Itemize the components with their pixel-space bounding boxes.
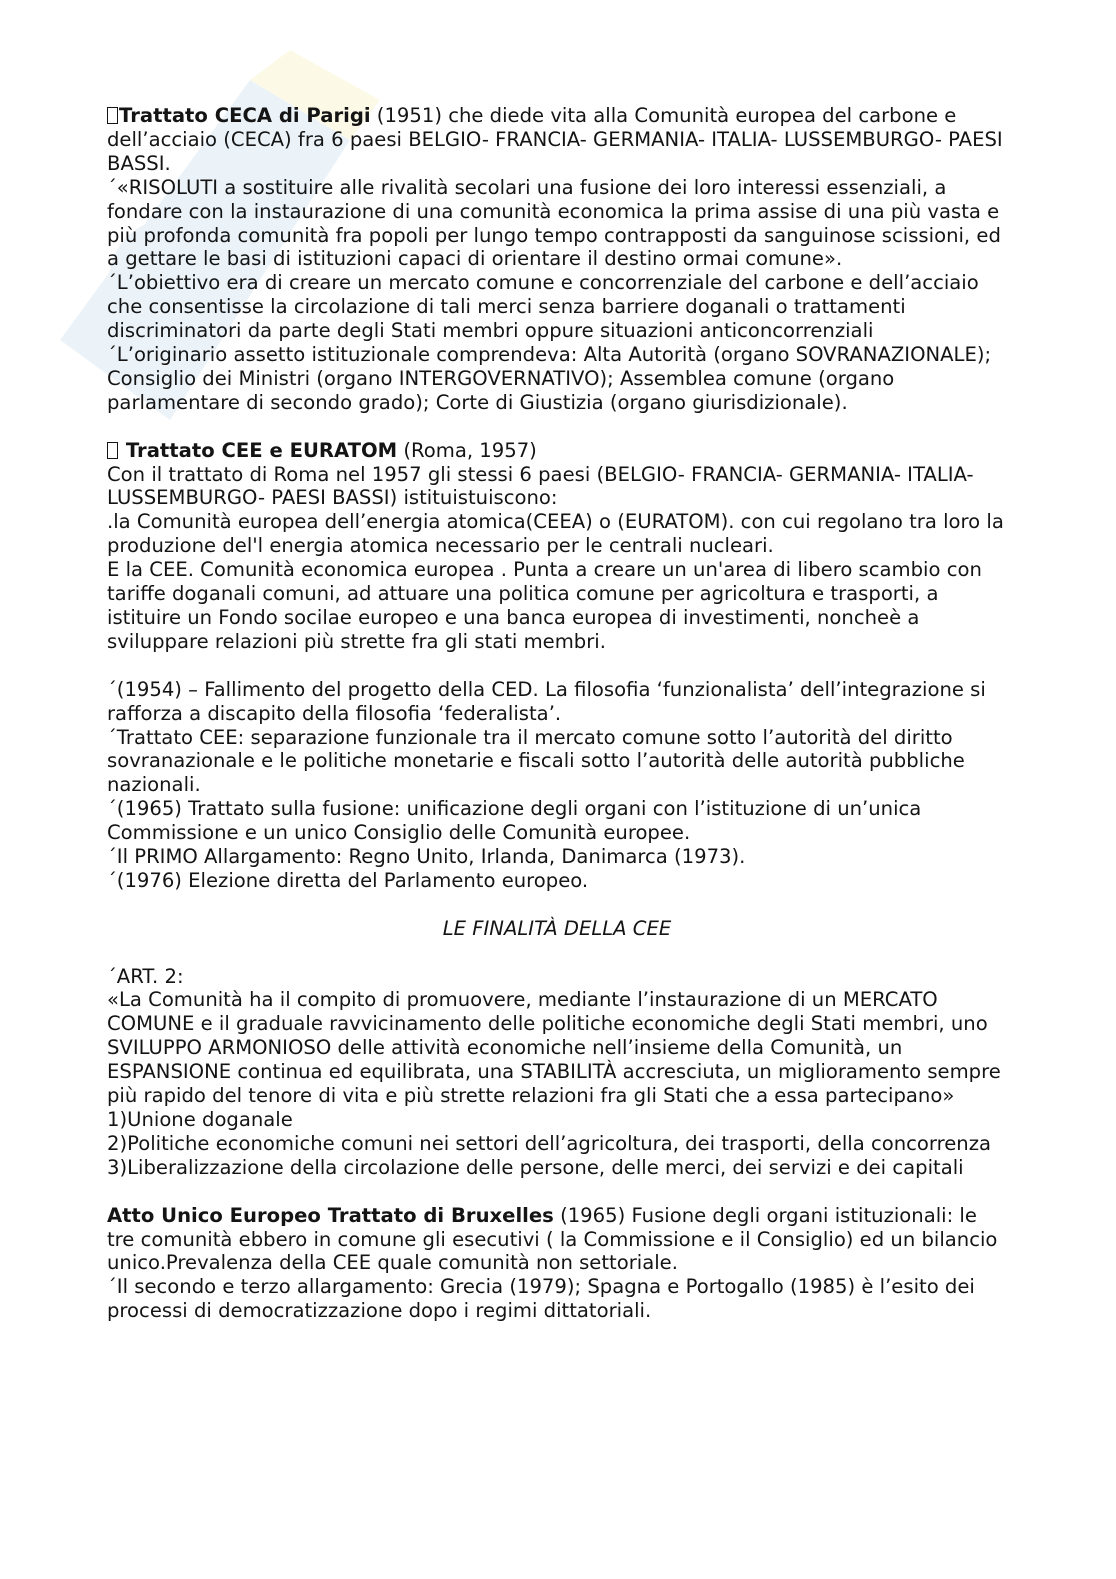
history-item-1973: ´Il PRIMO Allargamento: Regno Unito, Irlanda, Danimarca (1973). xyxy=(107,845,746,869)
atto-title: Atto Unico Europeo Trattato di Bruxelles xyxy=(107,1203,554,1227)
atto-enlargement: ´Il secondo e terzo allargamento: Grecia (1979); Spagna e Portogallo (1985) è l’esito dei processi di democratizzazione dopo i regimi dittatoriali. xyxy=(107,1275,975,1323)
art-2-quote: «La Comunità ha il compito di promuovere, mediante l’instaurazione di un MERCATO COMUNE e il graduale ravvicinamento delle politiche economiche degli Stati membri, uno SVILUPPO ARMONIOSO delle attività economiche nell’insieme della Comunità, un ESPANSIONE continua ed equilibrata, una STABILITÀ accresciuta, un miglioramento sempre più rapido del tenore di vita e più strette relazioni fra gli Stati che a essa partecipano» xyxy=(107,988,1001,1108)
ceca-title: Trattato CECA di Parigi xyxy=(119,104,371,127)
ceca-intro: che diede vita alla Comunità europea del carbone e dell’acciaio (CECA) fra 6 paesi BELGIO- FRANCIA- GERMANIA- ITALIA- LUSSEMBURGO- PAESI BASSI. xyxy=(107,104,1003,175)
ceca-quote: ´«RISOLUTI a sostituire alle rivalità secolari una fusione dei loro interessi essenziali, a fondare con la instaurazione di una comunità economica la prima assise di una più vasta e più profonda comunità fra popoli per lungo tempo contrapposti da sanguinose scissioni, ed a gettare le basi di istituzioni capaci di orientare il destino ormai comune». xyxy=(107,175,1001,271)
cee-heading xyxy=(107,439,1007,463)
list-item: 2)Politiche economiche comuni nei settori dell’agricoltura, dei trasporti, della concorrenza xyxy=(107,1131,991,1155)
document-page xyxy=(107,104,1007,1323)
bullet-icon xyxy=(107,107,118,124)
ceca-institutions: ´L’originario assetto istituzionale comprendeva: Alta Autorità (organo SOVRANAZIONALE); Consiglio dei Ministri (organo INTERGOVERNATIVO); Assemblea comune (organo parlamentare di secondo grado); Corte di Giustizia (organo giurisdizionale). xyxy=(107,343,992,414)
art-2-label: ´ART. 2: xyxy=(107,964,184,988)
history-item-1954: ´(1954) – Fallimento del progetto della CED. La filosofia ‘funzionalista’ dell’integrazione si rafforza a discapito della filosofia ‘federalista’. xyxy=(107,677,986,725)
atto-text: (1965) Fusione degli organi istituzionali: le tre comunità ebbero in comune gli esecutivi ( la Commissione e il Consiglio) ed un bilancio unico.Prevalenza della CEE quale comunità non settoriale. xyxy=(107,1203,998,1275)
list-item: 1)Unione doganale xyxy=(107,1108,293,1131)
ceca-date: (1951) xyxy=(370,104,442,127)
ceca-paragraph xyxy=(107,104,1007,176)
cee-paragraph-2: .la Comunità europea dell’energia atomica(CEEA) o (EURATOM). con cui regolano tra loro la produzione del'l energia atomica necessario per le centrali nucleari. xyxy=(107,510,1004,558)
cee-date: (Roma, 1957) xyxy=(397,438,537,462)
history-item-cee: ´Trattato CEE: separazione funzionale tra il mercato comune sotto l’autorità del diritto sovranazionale e le politiche monetarie e fiscali sotto l’autorità delle autorità pubbliche nazionali. xyxy=(107,725,965,797)
history-item-1976: ´(1976) Elezione diretta del Parlamento europeo. xyxy=(107,868,589,892)
ceca-objective: ´L’obiettivo era di creare un mercato comune e concorrenziale del carbone e dell’acciaio che consentisse la circolazione di tali merci senza barriere doganali o trattamenti discriminatori da parte degli Stati membri oppure situazioni anticoncorrenziali xyxy=(107,271,979,343)
cee-title: Trattato CEE e EURATOM xyxy=(119,438,398,462)
cee-paragraph-1: Con il trattato di Roma nel 1957 gli stessi 6 paesi (BELGIO- FRANCIA- GERMANIA- ITALIA- LUSSEMBURGO- PAESI BASSI) istituistuiscono: xyxy=(107,462,974,510)
cee-paragraph-3: E la CEE. Comunità economica europea . Punta a creare un un'area di libero scambio con tariffe doganali comuni, ad attuare una politica comune per agricoltura e trasporti, a istituire un Fondo socilae europeo e una banca europea di investimenti, noncheè a sviluppare relazioni più strette fra gli stati membri. xyxy=(107,558,982,653)
atto-paragraph xyxy=(107,1204,1007,1276)
history-item-1965: ´(1965) Trattato sulla fusione: unificazione degli organi con l’istituzione di un’unica Commissione e un unico Consiglio delle Comunità europee. xyxy=(107,797,922,845)
bullet-icon xyxy=(107,442,118,459)
finalita-heading: LE FINALITÀ DELLA CEE xyxy=(442,916,672,940)
list-item: 3)Liberalizzazione della circolazione delle persone, delle merci, dei servizi e dei capitali xyxy=(107,1155,964,1179)
